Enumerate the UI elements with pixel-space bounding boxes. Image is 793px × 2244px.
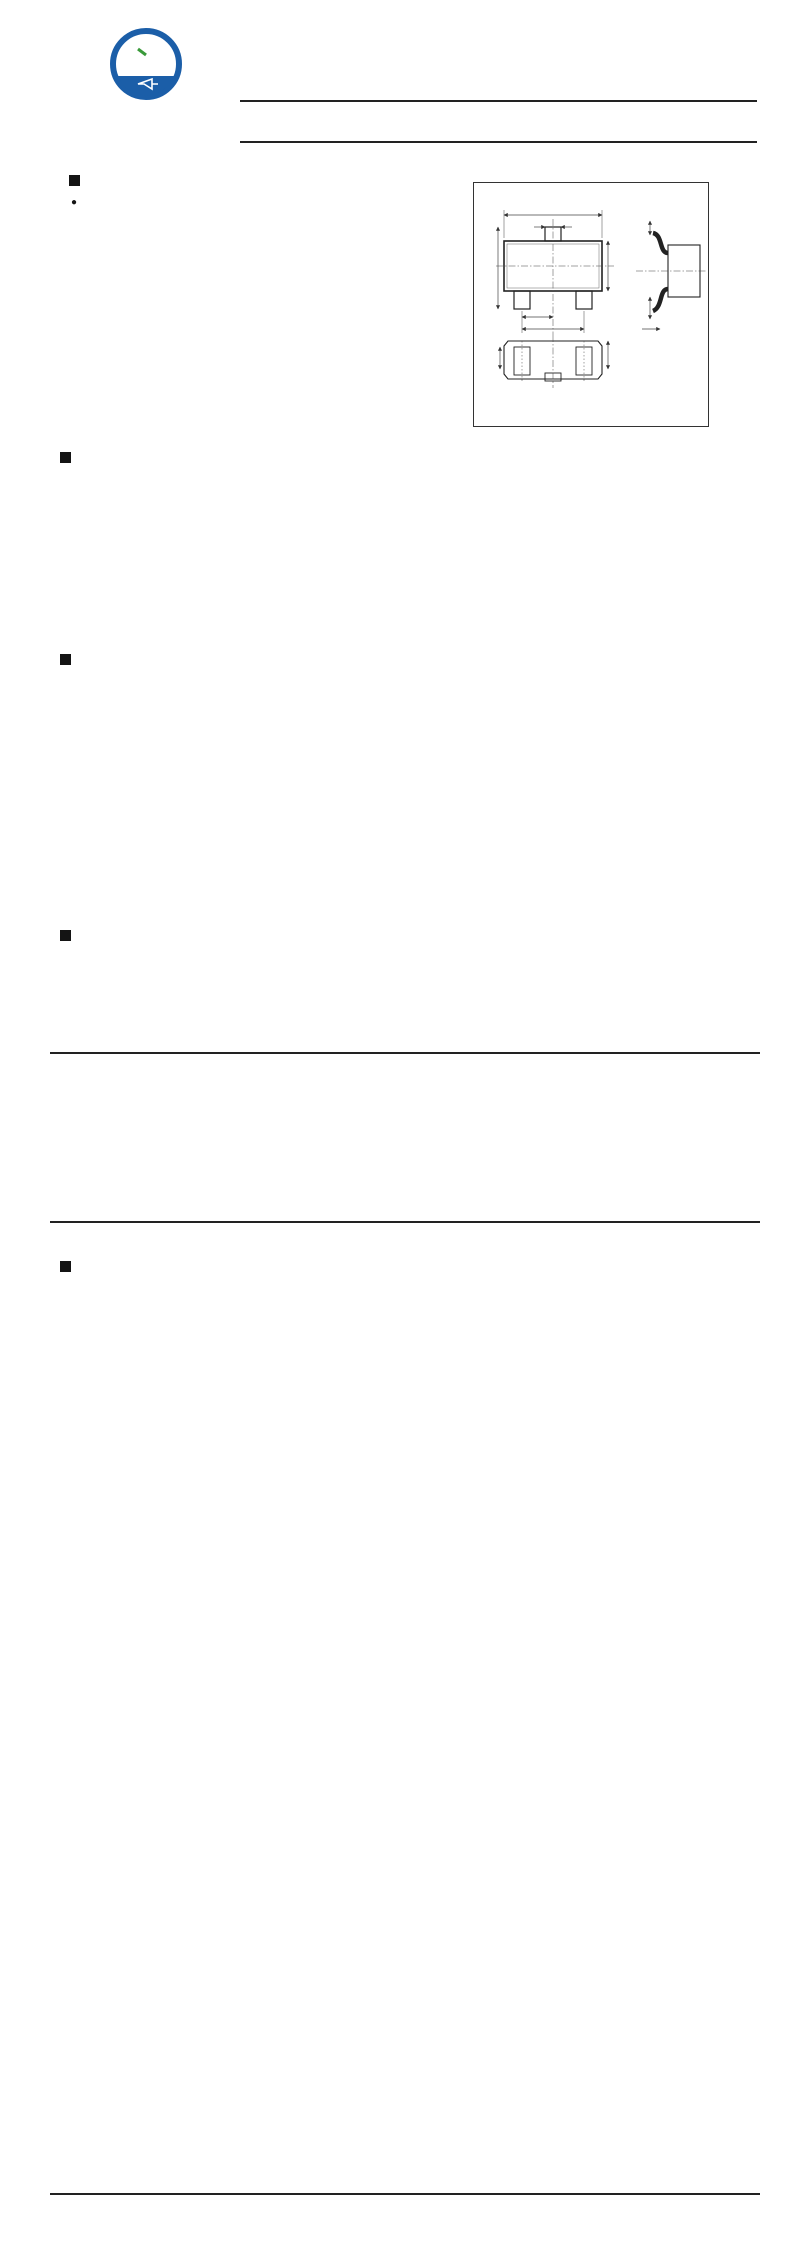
package-bottom-view: [500, 335, 608, 388]
footer-rule-1: [50, 1052, 760, 1054]
package-outline-box: [473, 182, 709, 427]
section-square-icon: [60, 654, 71, 665]
section-square-icon: [60, 1261, 71, 1272]
chart-vbe-vs-ic: [83, 1696, 323, 1901]
chart-cob-cib-vs-v: [388, 1696, 628, 1901]
feature-item: [71, 197, 91, 209]
hfe-heading: [60, 929, 79, 943]
package-drawing: [474, 183, 708, 426]
chart-hfe-vs-ic: [388, 1291, 628, 1496]
chart-ft-vs-ic: [83, 1901, 323, 2106]
features-heading: [69, 174, 88, 188]
bullet-dot-icon: ●: [71, 197, 78, 208]
header-rule-1: [240, 100, 757, 102]
section-square-icon: [69, 175, 80, 186]
logo-icon: [108, 26, 184, 102]
chart-vbesat-vs-ic: [388, 1493, 628, 1698]
chart-static-characteristic: [83, 1291, 323, 1496]
abs-max-heading: [60, 451, 79, 465]
package-top-view: [496, 210, 614, 335]
company-logo: [108, 26, 184, 107]
typical-characteristics-heading: [60, 1260, 79, 1274]
section-square-icon: [60, 452, 71, 463]
chart-vcesat-vs-ic: [83, 1493, 323, 1698]
page2-header-rule: [50, 1221, 760, 1223]
footer-rule-2: [50, 2193, 760, 2195]
header-rule-2: [240, 141, 757, 143]
package-side-view: [636, 221, 706, 329]
chart-pc-vs-ta: [388, 1901, 628, 2106]
section-square-icon: [60, 930, 71, 941]
elec-heading: [60, 653, 79, 667]
